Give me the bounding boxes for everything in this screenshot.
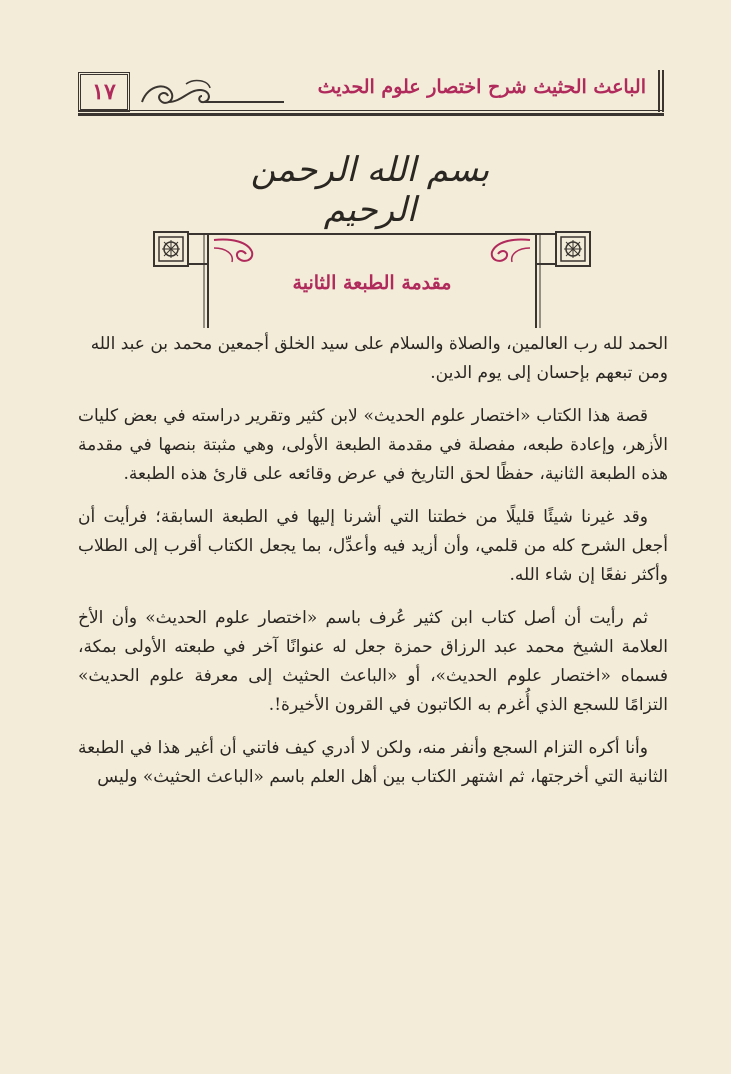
chapter-title: مقدمة الطبعة الثانية bbox=[292, 272, 452, 294]
body-text bbox=[78, 330, 668, 806]
paragraph: وأنا أكره التزام السجع وأنفر منه، ولكن لا أدري كيف فاتني أن أغير هذا في الطبعة الثانية التي أخرجتها، ثم اشتهر الكتاب بين أهل العلم باسم «الباعث الحثيث» وليس bbox=[78, 738, 668, 787]
basmala-calligraphy: بسم الله الرحمن الرحيم bbox=[250, 150, 490, 230]
paragraph: ثم رأيت أن أصل كتاب ابن كثير عُرف باسم «اختصار علوم الحديث» وأن الأخ العلامة الشيخ محمد عبد الرزاق حمزة جعل له عنوانًا آخر في طبعته الأولى بمكة، فسماه «اختصار علوم الحديث»، أو «الباعث الحثيث إلى معرفة علوم الحديث» التزامًا للسجع الذي أُغرم به الكاتبون في القرون الأخيرة!. bbox=[78, 608, 668, 715]
header-rule bbox=[78, 113, 664, 116]
header-divider bbox=[658, 70, 664, 112]
paragraph: الحمد لله رب العالمين، والصلاة والسلام على سيد الخلق أجمعين محمد بن عبد الله bbox=[90, 334, 668, 354]
paragraph: وقد غيرنا شيئًا قليلًا من خطتنا التي أشرنا إليها في الطبعة السابقة؛ فرأيت أن أجعل الشرح كله من قلمي، وأن أزيد فيه وأعدِّل، بما يجعل الكتاب أقرب إلى الطلاب وأكثر نفعًا إن شاء الله. bbox=[78, 507, 668, 585]
paragraph: قصة هذا الكتاب «اختصار علوم الحديث» لابن كثير وتقرير دراسته في بعض كليات الأزهر، وإعادة طبعه، مفصلة في مقدمة الطبعة الأولى، وهي مثبتة بنصها في مقدمة هذه الطبعة الثانية، حفظًا لحق التاريخ في عرض وقائعه على قارئ هذه الطبعة. bbox=[78, 406, 668, 484]
page-number: ١٧ bbox=[78, 72, 130, 112]
running-header bbox=[78, 66, 664, 116]
header-rule-thin bbox=[78, 110, 664, 111]
scroll-ornament-icon bbox=[138, 76, 288, 110]
running-header-title: الباعث الحثيث شرح اختصار علوم الحديث bbox=[317, 76, 646, 98]
chapter-heading-frame bbox=[152, 228, 592, 328]
paragraph: ومن تبعهم بإحسان إلى يوم الدين. bbox=[430, 363, 668, 383]
